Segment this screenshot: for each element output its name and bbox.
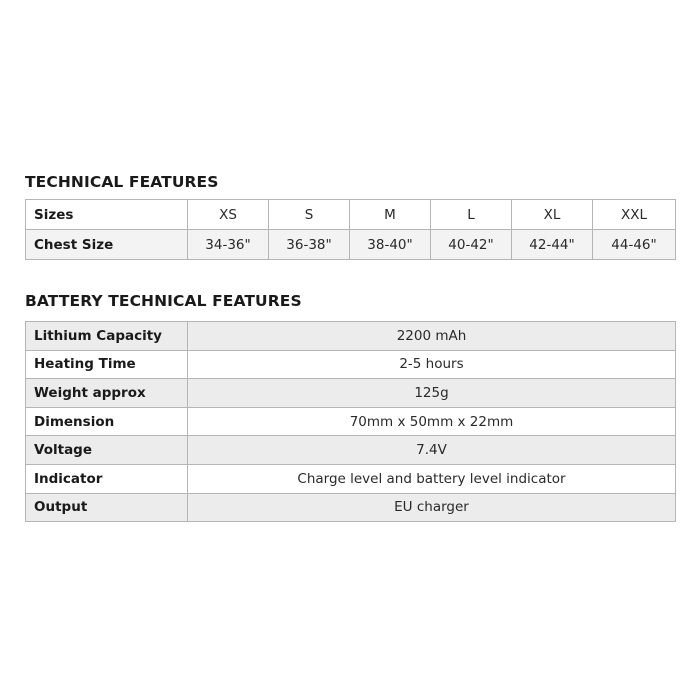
chest-size-cell: 38-40" xyxy=(350,230,431,260)
size-cell: M xyxy=(350,200,431,230)
battery-row-value: 2-5 hours xyxy=(188,350,676,379)
chest-size-row xyxy=(26,230,676,260)
battery-row-output xyxy=(26,493,676,522)
chest-size-label: Chest Size xyxy=(26,230,188,260)
battery-features-table xyxy=(25,321,676,522)
chest-size-cell: 44-46" xyxy=(593,230,676,260)
battery-row-value: EU charger xyxy=(188,493,676,522)
battery-row-value: 125g xyxy=(188,379,676,408)
battery-row-voltage xyxy=(26,436,676,465)
size-cell: XXL xyxy=(593,200,676,230)
battery-row-value: 7.4V xyxy=(188,436,676,465)
battery-row-lithium-capacity xyxy=(26,322,676,351)
size-cell: L xyxy=(431,200,512,230)
battery-row-dimension xyxy=(26,407,676,436)
battery-row-value: 2200 mAh xyxy=(188,322,676,351)
size-cell: XS xyxy=(188,200,269,230)
battery-row-label: Heating Time xyxy=(26,350,188,379)
chest-size-cell: 36-38" xyxy=(269,230,350,260)
size-cell: XL xyxy=(512,200,593,230)
chest-size-cell: 42-44" xyxy=(512,230,593,260)
battery-row-value: 70mm x 50mm x 22mm xyxy=(188,407,676,436)
chest-size-cell: 40-42" xyxy=(431,230,512,260)
battery-row-label: Weight approx xyxy=(26,379,188,408)
technical-features-table xyxy=(25,199,676,260)
battery-row-label: Dimension xyxy=(26,407,188,436)
sizes-row xyxy=(26,200,676,230)
battery-row-heating-time xyxy=(26,350,676,379)
battery-row-label: Indicator xyxy=(26,464,188,493)
battery-row-indicator xyxy=(26,464,676,493)
size-cell: S xyxy=(269,200,350,230)
battery-row-value: Charge level and battery level indicator xyxy=(188,464,676,493)
battery-features-title: BATTERY TECHNICAL FEATURES xyxy=(25,292,302,310)
chest-size-cell: 34-36" xyxy=(188,230,269,260)
sizes-label: Sizes xyxy=(26,200,188,230)
battery-row-weight xyxy=(26,379,676,408)
battery-row-label: Voltage xyxy=(26,436,188,465)
technical-features-title: TECHNICAL FEATURES xyxy=(25,173,219,191)
battery-row-label: Output xyxy=(26,493,188,522)
battery-row-label: Lithium Capacity xyxy=(26,322,188,351)
